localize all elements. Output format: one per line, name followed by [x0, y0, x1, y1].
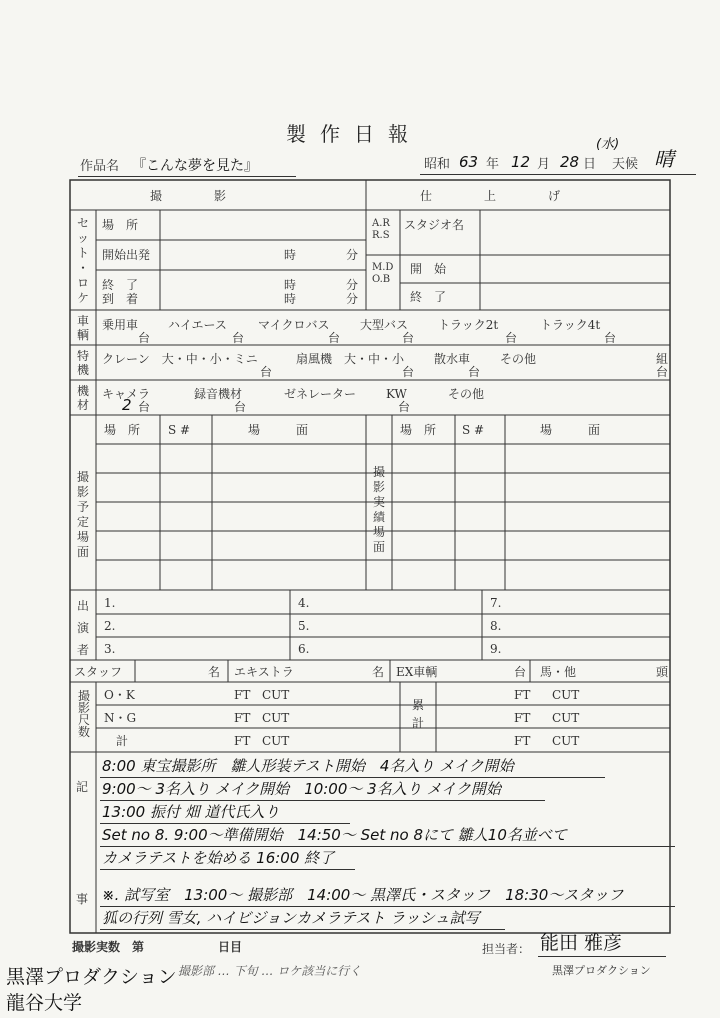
note-underline-3 — [100, 823, 350, 824]
vehicle-hiace: ハイエース — [168, 318, 227, 332]
actual-scene-header: 場 面 — [540, 423, 601, 437]
notes-side-bottom: 事 — [76, 892, 89, 906]
equip-sound-unit: 台 — [234, 400, 247, 414]
vehicle-bus-unit: 台 — [402, 331, 415, 345]
cast-1: 1. — [104, 596, 116, 610]
equip-kw: KW — [386, 387, 407, 401]
work-label: 作品名 — [80, 159, 120, 174]
special-sprinkler-unit: 台 — [468, 365, 481, 379]
end-label: 終 了 — [102, 278, 139, 292]
vehicles-side-label: 車 輌 — [76, 314, 89, 342]
footage-ng-label: N・G — [104, 711, 137, 725]
ex-vehicle-unit: 台 — [514, 665, 527, 679]
note-underline-7 — [100, 929, 505, 930]
horse-label: 馬・他 — [540, 665, 577, 679]
equip-camera: キャメラ — [102, 387, 151, 401]
note-line-7: 狐の行列 雪女, ハイビジョンカメラテスト ラッシュ試写 — [102, 909, 480, 927]
actual-s-header: S # — [462, 423, 485, 437]
weather-value: 晴 — [654, 147, 674, 171]
shoot-days-unit: 日目 — [218, 940, 243, 954]
vehicle-car-unit: 台 — [138, 331, 151, 345]
special-fan-unit: 台 — [402, 365, 415, 379]
special-sprinkler: 散水車 — [434, 352, 471, 366]
vehicle-truck2t: トラック2t — [438, 318, 499, 332]
cum-total-cut: CUT — [552, 734, 580, 748]
equip-camera-count: 2 — [122, 396, 132, 414]
actual-scenes-side-label: 撮 影 実 績 場 面 — [372, 465, 385, 554]
end-hour-unit: 時 — [284, 278, 297, 292]
footage-ok-cut: CUT — [262, 688, 290, 702]
note-underline-5 — [100, 869, 355, 870]
footage-side-label: 撮 影 尺 数 — [77, 689, 90, 739]
note-line-6: ※. 試写室 13:00〜 撮影部 14:00〜 黒澤氏・スタッフ 18:30〜スタッフ — [102, 886, 624, 904]
vehicle-truck4t: トラック4t — [540, 318, 601, 332]
extra-label: エキストラ — [234, 665, 294, 679]
special-set-unit: 組 — [656, 352, 669, 366]
vehicle-bus: 大型バス — [360, 318, 409, 332]
finish-label: 終 了 — [410, 290, 447, 304]
staff-label: スタッフ — [74, 665, 123, 679]
company-name: 黒澤プロダクション — [552, 964, 651, 977]
cast-5: 5. — [298, 619, 310, 633]
depart-label: 開始出発 — [102, 248, 151, 262]
end-min-unit: 分 — [346, 278, 359, 292]
footage-ng-ft: FT — [234, 711, 251, 725]
shoot-days-label: 撮影実数 第 — [72, 940, 145, 954]
note-line-2: 9:00〜 3名入り メイク開始 10:00〜 3名入り メイク開始 — [102, 780, 501, 798]
special-fan: 扇風機 大・中・小 — [296, 352, 405, 366]
date-month: 12 — [511, 153, 531, 171]
watermark-line-1: 黒澤プロダクション — [6, 962, 177, 989]
note-underline-2 — [100, 800, 545, 801]
footage-total-cut: CUT — [262, 734, 290, 748]
note-underline-4 — [100, 846, 675, 847]
vehicle-truck2t-unit: 台 — [505, 331, 518, 345]
place-label: 場 所 — [102, 218, 139, 232]
staff-underline — [538, 956, 666, 957]
staff-name-unit: 名 — [208, 665, 221, 679]
note-underline-1 — [100, 777, 605, 778]
cum-ok-ft: FT — [514, 688, 531, 702]
header-shoot: 撮 影 — [150, 189, 231, 203]
work-title: 『こんな夢を見た』 — [132, 158, 258, 174]
plan-scene-header: 場 面 — [248, 423, 309, 437]
vehicle-microbus-unit: 台 — [328, 331, 341, 345]
equip-camera-unit: 台 — [138, 400, 151, 414]
staff-in-charge-label: 担当者： — [482, 942, 531, 956]
depart-min-unit: 分 — [346, 248, 359, 262]
footage-ng-cut: CUT — [262, 711, 290, 725]
arrive-label: 到 着 — [102, 292, 139, 306]
vehicle-microbus: マイクロバス — [258, 318, 330, 332]
cast-7: 7. — [490, 596, 502, 610]
cum-total-ft: FT — [514, 734, 531, 748]
date-day: 28 — [560, 153, 580, 171]
studio-label: スタジオ名 — [404, 218, 465, 232]
special-crane: クレーン 大・中・小・ミニ — [102, 352, 258, 366]
horse-unit: 頭 — [656, 665, 669, 679]
special-side-label: 特 機 — [76, 349, 89, 377]
cum-ng-cut: CUT — [552, 711, 580, 725]
date-year: 63 — [459, 153, 479, 171]
cast-8: 8. — [490, 619, 502, 633]
cum-ok-cut: CUT — [552, 688, 580, 702]
set-loc-side-label: セ ッ ト ・ ロ ケ — [76, 216, 89, 305]
note-underline-6 — [100, 906, 675, 907]
footage-total-label: 計 — [116, 734, 129, 748]
note-line-3: 13:00 振付 畑 道代氏入り — [102, 803, 280, 821]
footage-ok-label: O・K — [104, 688, 135, 702]
date-day-unit: 日 — [583, 157, 597, 172]
cast-2: 2. — [104, 619, 116, 633]
equip-kw-unit: 台 — [398, 400, 411, 414]
cast-6: 6. — [298, 642, 310, 656]
equip-generator: ゼネレーター — [284, 387, 357, 401]
date-month-unit: 月 — [537, 157, 551, 172]
equip-other: その他 — [448, 387, 485, 401]
ars-label: A.R R.S — [372, 218, 390, 241]
date-era: 昭和 — [424, 157, 451, 172]
vehicle-car: 乗用車 — [102, 318, 139, 332]
cast-9: 9. — [490, 642, 502, 656]
plan-scenes-side-label: 撮 影 予 定 場 面 — [76, 470, 89, 559]
page-title: 製作日報 — [286, 122, 422, 146]
mdob-label: M.D O.B — [372, 262, 394, 285]
notes-side-top: 記 — [76, 780, 89, 794]
watermark-line-2: 龍谷大学 — [6, 988, 82, 1015]
footage-total-ft: FT — [234, 734, 251, 748]
cast-side-label: 出 演 者 — [76, 599, 89, 657]
cast-3: 3. — [104, 642, 116, 656]
equip-sound: 録音機材 — [194, 387, 243, 401]
special-other: その他 — [500, 352, 537, 366]
note-line-1: 8:00 東宝撮影所 雛人形装テスト開始 4名入り メイク開始 — [102, 757, 514, 775]
staff-in-charge-name: 能田 雅彦 — [540, 932, 623, 954]
header-finish: 仕 上 げ — [420, 189, 565, 203]
arrive-min-unit: 分 — [346, 292, 359, 306]
vehicle-hiace-unit: 台 — [232, 331, 245, 345]
equipment-side-label: 機 材 — [76, 384, 89, 412]
plan-place-header: 場 所 — [104, 423, 141, 437]
weather-label: 天候 — [612, 157, 639, 172]
note-line-5: カメラテストを始める 16:00 終了 — [102, 849, 335, 867]
arrive-hour-unit: 時 — [284, 292, 297, 306]
cast-4: 4. — [298, 596, 310, 610]
scribble-note: 撮影部 … 下旬 … ロケ該当に行く — [178, 964, 362, 978]
cumulative-side-label: 累 計 — [411, 698, 424, 730]
vehicle-truck4t-unit: 台 — [604, 331, 617, 345]
special-crane-unit: 台 — [260, 365, 273, 379]
special-other-unit: 台 — [656, 365, 669, 379]
date-year-unit: 年 — [486, 157, 500, 172]
date-weekday: (水) — [596, 137, 620, 152]
actual-place-header: 場 所 — [400, 423, 437, 437]
start-label: 開 始 — [410, 262, 447, 276]
extra-name-unit: 名 — [372, 665, 385, 679]
footage-ok-ft: FT — [234, 688, 251, 702]
plan-s-header: S # — [168, 423, 191, 437]
ex-vehicle-label: EX車輌 — [396, 665, 438, 679]
depart-hour-unit: 時 — [284, 248, 297, 262]
cum-ng-ft: FT — [514, 711, 531, 725]
note-line-4: Set no 8. 9:00〜準備開始 14:50〜 Set no 8にて 雛人10名並べて — [102, 826, 567, 844]
